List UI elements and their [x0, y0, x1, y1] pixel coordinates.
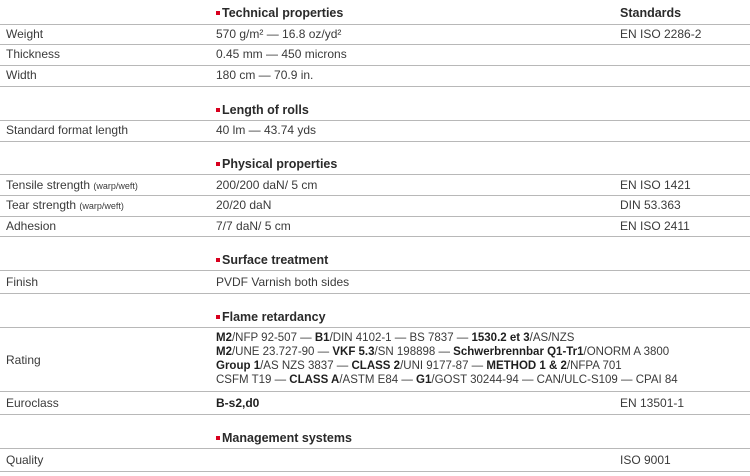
rating-class: M2	[216, 346, 232, 358]
row-value: 200/200 daN/ 5 cm	[216, 178, 318, 192]
row-value: 20/20 daN	[216, 198, 272, 212]
rating-class: B1	[314, 332, 330, 344]
row-label: Rating	[6, 353, 41, 367]
rating-line	[216, 359, 678, 373]
row-value: B-s2,d0	[216, 396, 260, 410]
row-value: 7/7 daN/ 5 cm	[216, 219, 291, 233]
row-standard: EN ISO 2411	[620, 219, 690, 233]
rating-standard: /ASTM E84 —	[339, 374, 417, 386]
row-value: PVDF Varnish both sides	[216, 275, 350, 289]
divider	[0, 414, 750, 415]
row-label: Adhesion	[6, 219, 57, 233]
row-standard: EN ISO 1421	[620, 178, 691, 192]
red-square-bullet-icon	[216, 11, 220, 15]
section-header-physical	[0, 157, 750, 173]
divider	[0, 270, 750, 271]
rating-standard: /NFP 92-507 —	[231, 332, 315, 344]
divider	[0, 44, 750, 45]
rating-standard: /AS/NZS	[529, 332, 575, 344]
label-text: Tensile strength	[6, 178, 91, 192]
rating-standard: /DIN 4102-1 — BS 7837 —	[329, 332, 472, 344]
divider	[0, 236, 750, 237]
divider	[0, 327, 750, 328]
rating-standard: /SN 198898 —	[374, 346, 454, 358]
rating-standard: /UNE 23.727-90 —	[231, 346, 333, 358]
section-header-technical	[0, 6, 750, 22]
divider	[0, 471, 750, 472]
section-title: Management systems	[222, 431, 352, 445]
rating-standard: /GOST 30244-94 — CAN/ULC-S109 — CPAI 84	[431, 374, 678, 386]
row-value: 180 cm — 70.9 in.	[216, 68, 314, 82]
row-label: Euroclass	[6, 396, 59, 410]
row-label	[6, 198, 124, 212]
rating-standard: /AS NZS 3837 —	[260, 360, 352, 372]
row-value: 0.45 mm — 450 microns	[216, 47, 347, 61]
row-value: 40 lm — 43.74 yds	[216, 123, 317, 137]
red-square-bullet-icon	[216, 258, 220, 262]
red-square-bullet-icon	[216, 315, 220, 319]
label-note: (warp/weft)	[93, 181, 138, 191]
row-value: 570 g/m² — 16.8 oz/yd²	[216, 27, 342, 41]
divider	[0, 195, 750, 196]
section-title: Flame retardancy	[222, 310, 326, 324]
divider	[0, 141, 750, 142]
section-header-surface	[0, 253, 750, 269]
divider	[0, 120, 750, 121]
divider	[0, 174, 750, 175]
rating-class: Group 1	[216, 360, 261, 372]
section-title: Surface treatment	[222, 253, 329, 267]
rating-class: G1	[416, 374, 432, 386]
divider	[0, 24, 750, 25]
rating-line	[216, 345, 678, 359]
divider	[0, 65, 750, 66]
rating-standard: /NFPA 701	[566, 360, 622, 372]
row-label: Weight	[6, 27, 44, 41]
section-header-rolls	[0, 103, 750, 119]
rating-row	[0, 331, 750, 391]
row-label: Quality	[6, 453, 44, 467]
rating-class: METHOD 1 & 2	[486, 360, 567, 372]
section-title: Physical properties	[222, 157, 338, 171]
row-standard: EN 13501-1	[620, 396, 685, 410]
row-label	[6, 178, 138, 192]
divider	[0, 216, 750, 217]
row-label: Thickness	[6, 47, 61, 61]
rating-standard: /UNI 9177-87 —	[400, 360, 487, 372]
label-text: Tear strength	[6, 198, 77, 212]
section-title: Technical properties	[222, 6, 344, 20]
divider	[0, 448, 750, 449]
divider	[0, 391, 750, 392]
section-title: Length of rolls	[222, 103, 309, 117]
rating-standard: /ONORM A 3800	[583, 346, 670, 358]
divider	[0, 86, 750, 87]
label-note: (warp/weft)	[79, 201, 124, 211]
rating-class: 1530.2 et 3	[471, 332, 530, 344]
standards-header: Standards	[620, 6, 682, 20]
rating-list	[216, 331, 678, 387]
row-label: Standard format length	[6, 123, 129, 137]
rating-class: Schwerbrennbar Q1-Tr1	[453, 346, 584, 358]
row-standard: EN ISO 2286-2	[620, 27, 702, 41]
rating-standard: CSFM T19 —	[216, 374, 290, 386]
row-label: Width	[6, 68, 37, 82]
divider	[0, 293, 750, 294]
section-header-flame	[0, 310, 750, 326]
rating-class: VKF 5.3	[332, 346, 375, 358]
row-standard: ISO 9001	[620, 453, 671, 467]
row-label: Finish	[6, 275, 39, 289]
section-header-management	[0, 431, 750, 447]
red-square-bullet-icon	[216, 108, 220, 112]
red-square-bullet-icon	[216, 436, 220, 440]
rating-line	[216, 373, 678, 387]
rating-line	[216, 331, 678, 345]
rating-class: M2	[216, 332, 232, 344]
rating-class: CLASS A	[289, 374, 340, 386]
row-standard: DIN 53.363	[620, 198, 681, 212]
rating-class: CLASS 2	[351, 360, 401, 372]
red-square-bullet-icon	[216, 162, 220, 166]
